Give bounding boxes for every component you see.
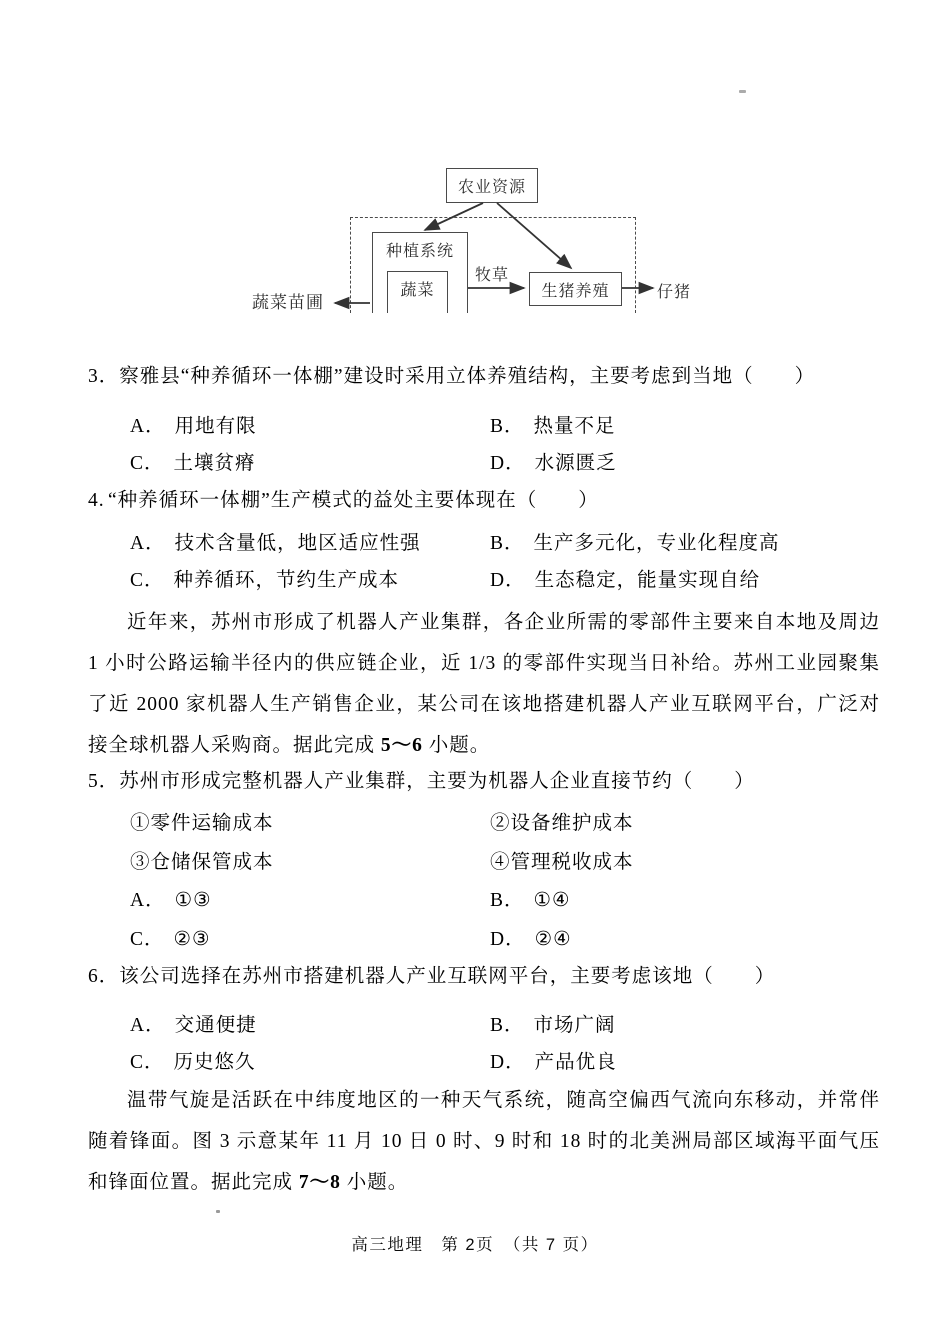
option-label: A．	[130, 533, 166, 554]
stem-text: “种养循环一体棚”生产模式的益处主要体现在（ ）	[108, 490, 599, 511]
passage-question-range: 7～8	[298, 1172, 341, 1193]
passage-text: 小题。	[422, 735, 491, 756]
node-pig-farming: 生猪养殖	[529, 272, 622, 306]
option-b	[490, 887, 570, 914]
option-text: ①④	[533, 890, 571, 911]
option-a	[130, 416, 257, 437]
scan-artifact-bottom	[216, 1210, 220, 1213]
question-6-stem	[88, 963, 894, 990]
option-label: D．	[490, 570, 526, 591]
question-5-stem	[88, 768, 894, 795]
stem-text: 察雅县“种养循环一体棚”建设时采用立体养殖结构，主要考虑到当地（ ）	[119, 366, 816, 387]
question-5-options-cd	[88, 926, 894, 953]
option-d	[490, 1049, 617, 1076]
option-text: 市场广阔	[533, 1015, 616, 1036]
question-3-options-ab	[88, 413, 894, 440]
question-number: 6．	[88, 966, 120, 987]
option-b	[490, 413, 616, 440]
subitem-3: ③仓储保管成本	[130, 852, 274, 873]
passage-extratropical-cyclone	[88, 1080, 880, 1203]
option-text: ②③	[173, 929, 211, 950]
question-3-stem	[88, 363, 894, 390]
label-vegetable-nursery: 蔬菜苗圃	[252, 293, 324, 312]
question-4-options-cd	[88, 567, 894, 594]
figure-crop-livestock-diagram	[250, 160, 720, 313]
passage-text: 小题。	[340, 1172, 409, 1193]
option-text: 土壤贫瘠	[173, 453, 256, 474]
page-footer: 高三地理 第 2页 （共 7 页）	[351, 1236, 599, 1254]
option-d	[490, 450, 617, 477]
option-d	[490, 567, 760, 594]
question-number: 4.	[88, 490, 105, 511]
option-text: 产品优良	[534, 1052, 617, 1073]
option-c	[130, 1052, 256, 1073]
option-label: D．	[490, 1052, 526, 1073]
option-label: B．	[490, 416, 525, 437]
question-4-options-ab	[88, 530, 894, 557]
option-label: C．	[130, 453, 165, 474]
node-agricultural-resources: 农业资源	[446, 168, 538, 203]
node-planting-system: 种植系统	[372, 232, 468, 313]
passage-text: 温带气旋是活跃在中纬度地区的一种天气系统，随高空偏西气流向东移动，并常伴随着锋面。图 3 示意某年 11 月 10 日 0 时、9 时和 18 时的北美洲局部区域海平面气压和锋面位置。据此完成	[88, 1090, 880, 1193]
stem-text: 该公司选择在苏州市搭建机器人产业互联网平台，主要考虑该地（ ）	[119, 966, 776, 987]
option-label: A．	[130, 890, 166, 911]
subitem-2: ②设备维护成本	[490, 813, 634, 834]
option-text: 水源匮乏	[534, 453, 617, 474]
option-b	[490, 530, 780, 557]
question-number: 3．	[88, 366, 120, 387]
option-text: 用地有限	[174, 416, 257, 437]
question-6-options-ab	[88, 1012, 894, 1039]
option-text: ②④	[534, 929, 572, 950]
option-label: B．	[490, 890, 525, 911]
question-6-options-cd	[88, 1049, 894, 1076]
subitem-4: ④管理税收成本	[490, 852, 634, 873]
scan-artifact-top	[739, 90, 746, 93]
option-c	[130, 929, 210, 950]
option-text: 历史悠久	[173, 1052, 256, 1073]
option-a	[130, 533, 421, 554]
passage-question-range: 5～6	[380, 735, 423, 756]
option-text: 生产多元化，专业化程度高	[533, 533, 780, 554]
label-piglets: 仔猪	[657, 284, 692, 301]
question-4-stem	[88, 487, 894, 514]
figure-arrows	[250, 160, 720, 313]
question-5-subitems-12	[88, 810, 894, 837]
option-label: C．	[130, 1052, 165, 1073]
option-text: 生态稳定，能量实现自给	[534, 570, 761, 591]
option-b	[490, 1012, 616, 1039]
question-5-options-ab	[88, 887, 894, 914]
option-text: 技术含量低，地区适应性强	[174, 533, 421, 554]
question-number: 5．	[88, 771, 120, 792]
option-a	[130, 890, 212, 911]
option-label: A．	[130, 1015, 166, 1036]
option-c	[130, 453, 256, 474]
option-text: 交通便捷	[174, 1015, 257, 1036]
option-d	[490, 926, 572, 953]
option-label: A．	[130, 416, 166, 437]
option-label: D．	[490, 929, 526, 950]
option-c	[130, 570, 399, 591]
node-vegetables: 蔬菜	[387, 271, 448, 313]
option-label: C．	[130, 929, 165, 950]
option-label: C．	[130, 570, 165, 591]
passage-text: 近年来，苏州市形成了机器人产业集群，各企业所需的零部件主要来自本地及周边 1 小时公路运输半径内的供应链企业，近 1/3 的零部件实现当日补给。苏州工业园聚集了近 2000 家机器人生产销售企业，某公司在该地搭建机器人产业互联网平台，广泛对接全球机器人采购商。据此完成	[88, 612, 880, 756]
question-3-options-cd	[88, 450, 894, 477]
stem-text: 苏州市形成完整机器人产业集群，主要为机器人企业直接节约（ ）	[119, 771, 755, 792]
option-a	[130, 1015, 257, 1036]
option-label: B．	[490, 1015, 525, 1036]
option-text: 种养循环，节约生产成本	[173, 570, 400, 591]
subitem-1: ①零件运输成本	[130, 813, 274, 834]
option-label: D．	[490, 453, 526, 474]
question-5-subitems-34	[88, 849, 894, 876]
option-text: 热量不足	[533, 416, 616, 437]
option-label: B．	[490, 533, 525, 554]
option-text: ①③	[174, 890, 212, 911]
label-pasture-grass: 牧草	[475, 267, 510, 284]
passage-robot-industry	[88, 602, 880, 766]
